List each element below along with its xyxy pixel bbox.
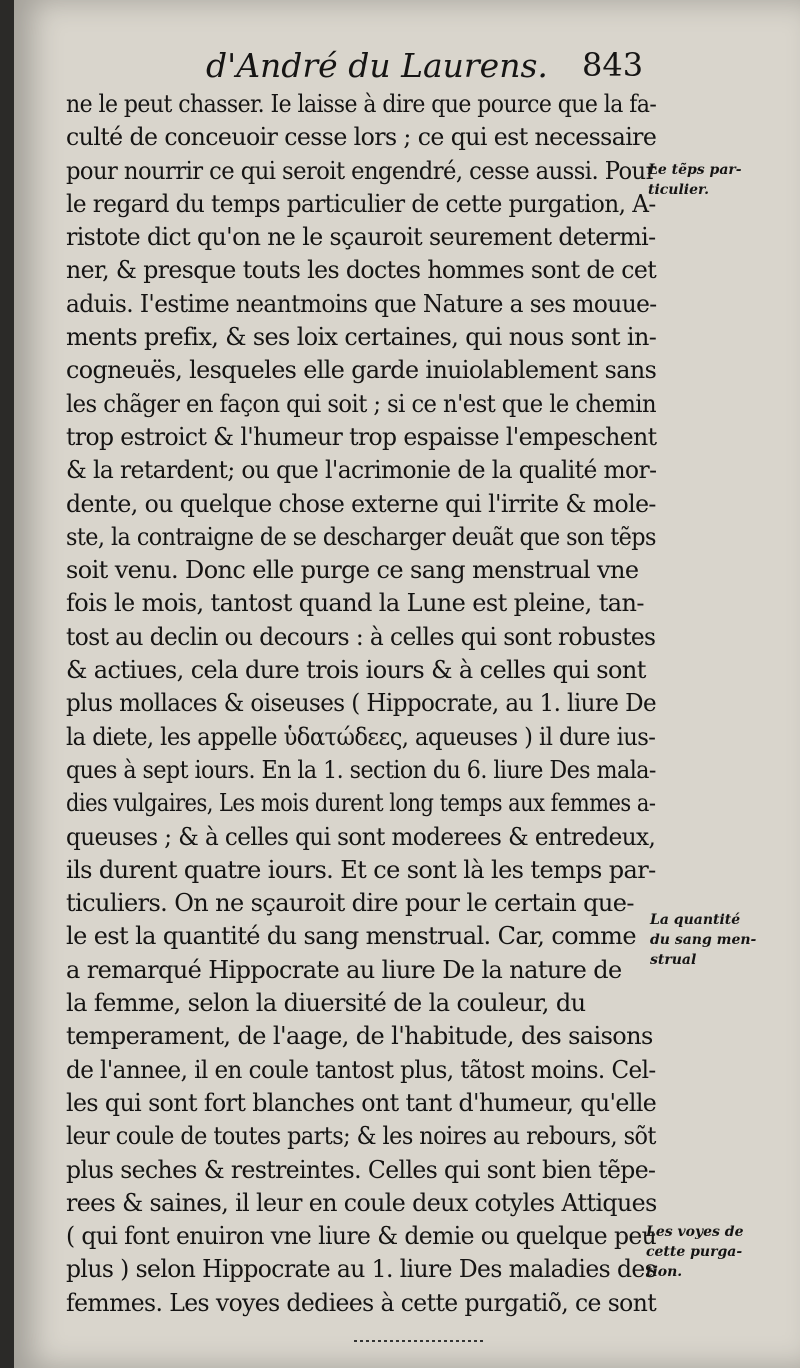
margin-note-line: La quantité (650, 912, 741, 928)
text-line: ques à sept iours. En la 1. section du 6. liure Des mala- (66, 755, 656, 784)
margin-note-line: strual (650, 952, 697, 968)
text-line: ils durent quatre iours. Et ce sont là les temps par- (66, 855, 656, 884)
text-line: ristote dict qu'on ne le sçauroit seurement determi- (66, 223, 656, 252)
text-line: & la retardent; ou que l'acrimonie de la qualité mor- (66, 456, 657, 485)
text-line: de l'annee, il en coule tantost plus, tãtost moins. Cel- (66, 1055, 656, 1084)
text-line: cogneuës, lesqueles elle garde inuiolablement sans (66, 356, 657, 385)
text-line: femmes. Les voyes dediees à cette purgatiõ, ce sont (66, 1288, 657, 1317)
text-line: les qui sont fort blanches ont tant d'humeur, qu'elle (66, 1088, 657, 1117)
margin-note-quantite (650, 910, 756, 970)
margin-note-line: cette purga- (646, 1244, 743, 1260)
text-line: ments prefix, & ses loix certaines, qui nous sont in- (66, 323, 657, 352)
text-line: la femme, selon la diuersité de la couleur, du (66, 989, 586, 1018)
text-line: ( qui font enuiron vne liure & demie ou quelque peu (66, 1222, 657, 1251)
margin-note-line: Le tẽps par- (648, 162, 742, 178)
text-line: ne le peut chasser. Ie laisse à dire que pource que la fa- (66, 90, 657, 118)
text-line: les chãger en façon qui soit ; si ce n'est que le chemin (66, 389, 657, 418)
body-text (66, 88, 656, 1320)
text-line: dente, ou quelque chose externe qui l'irrite & mole- (66, 489, 656, 518)
text-line: pour nourrir ce qui seroit engendré, cesse aussi. Pour (66, 156, 656, 185)
text-line: soit venu. Donc elle purge ce sang menstrual vne (66, 556, 639, 585)
text-line: plus ) selon Hippocrate au 1. liure Des maladies des (66, 1255, 657, 1284)
text-line: ste, la contraigne de se descharger deuãt que son tẽps (66, 522, 656, 551)
text-line: temperament, de l'aage, de l'habitude, des saisons (66, 1022, 653, 1051)
text-line: plus mollaces & oiseuses ( Hippocrate, au 1. liure De (66, 689, 657, 718)
text-line: fois le mois, tantost quand la Lune est pleine, tan- (66, 589, 644, 618)
margin-note-line: ticulier. (648, 182, 709, 198)
text-line: queuses ; & à celles qui sont moderees & entredeux, (66, 822, 656, 851)
text-line: trop estroict & l'humeur trop espaisse l'empeschent (66, 422, 657, 451)
text-line: culté de conceuoir cesse lors ; ce qui est necessaire (66, 123, 657, 152)
margin-note-line: Les voyes de (646, 1224, 744, 1240)
margin-note-temps-particulier (648, 160, 742, 200)
text-line: la diete, les appelle ὑδατώδεες, aqueuses ) il dure ius- (66, 722, 656, 751)
text-line: le regard du temps particulier de cette purgation, A- (66, 189, 656, 218)
margin-note-line: du sang men- (650, 932, 757, 948)
text-line: dies vulgaires, Les mois durent long temps aux femmes a- (66, 789, 656, 818)
text-line: a remarqué Hippocrate au liure De la nature de (66, 955, 622, 984)
text-line: aduis. I'estime neantmoins que Nature a ses mouue- (66, 289, 657, 318)
page-number: 843 (582, 46, 644, 84)
text-line: rees & saines, il leur en coule deux cotyles Attiques (66, 1188, 657, 1217)
text-line: & actiues, cela dure trois iours & à celles qui sont (66, 656, 646, 685)
text-line: tost au declin ou decours : à celles qui sont robustes (66, 622, 656, 651)
text-line: leur coule de toutes parts; & les noires au rebours, sõt (66, 1122, 656, 1151)
text-line: ner, & presque touts les doctes hommes sont de cet (66, 256, 657, 285)
margin-note-line: tion. (646, 1264, 683, 1280)
text-line: ticuliers. On ne sçauroit dire pour le certain que- (66, 889, 634, 918)
margin-note-voyes (646, 1222, 743, 1282)
running-head: d'André du Laurens. (206, 46, 548, 85)
page-bottom-ornament (354, 1340, 484, 1342)
book-page (14, 0, 800, 1368)
page-header (14, 42, 800, 92)
text-line: le est la quantité du sang menstrual. Car, comme (66, 922, 636, 951)
text-line: plus seches & restreintes. Celles qui sont bien tẽpe- (66, 1155, 656, 1184)
